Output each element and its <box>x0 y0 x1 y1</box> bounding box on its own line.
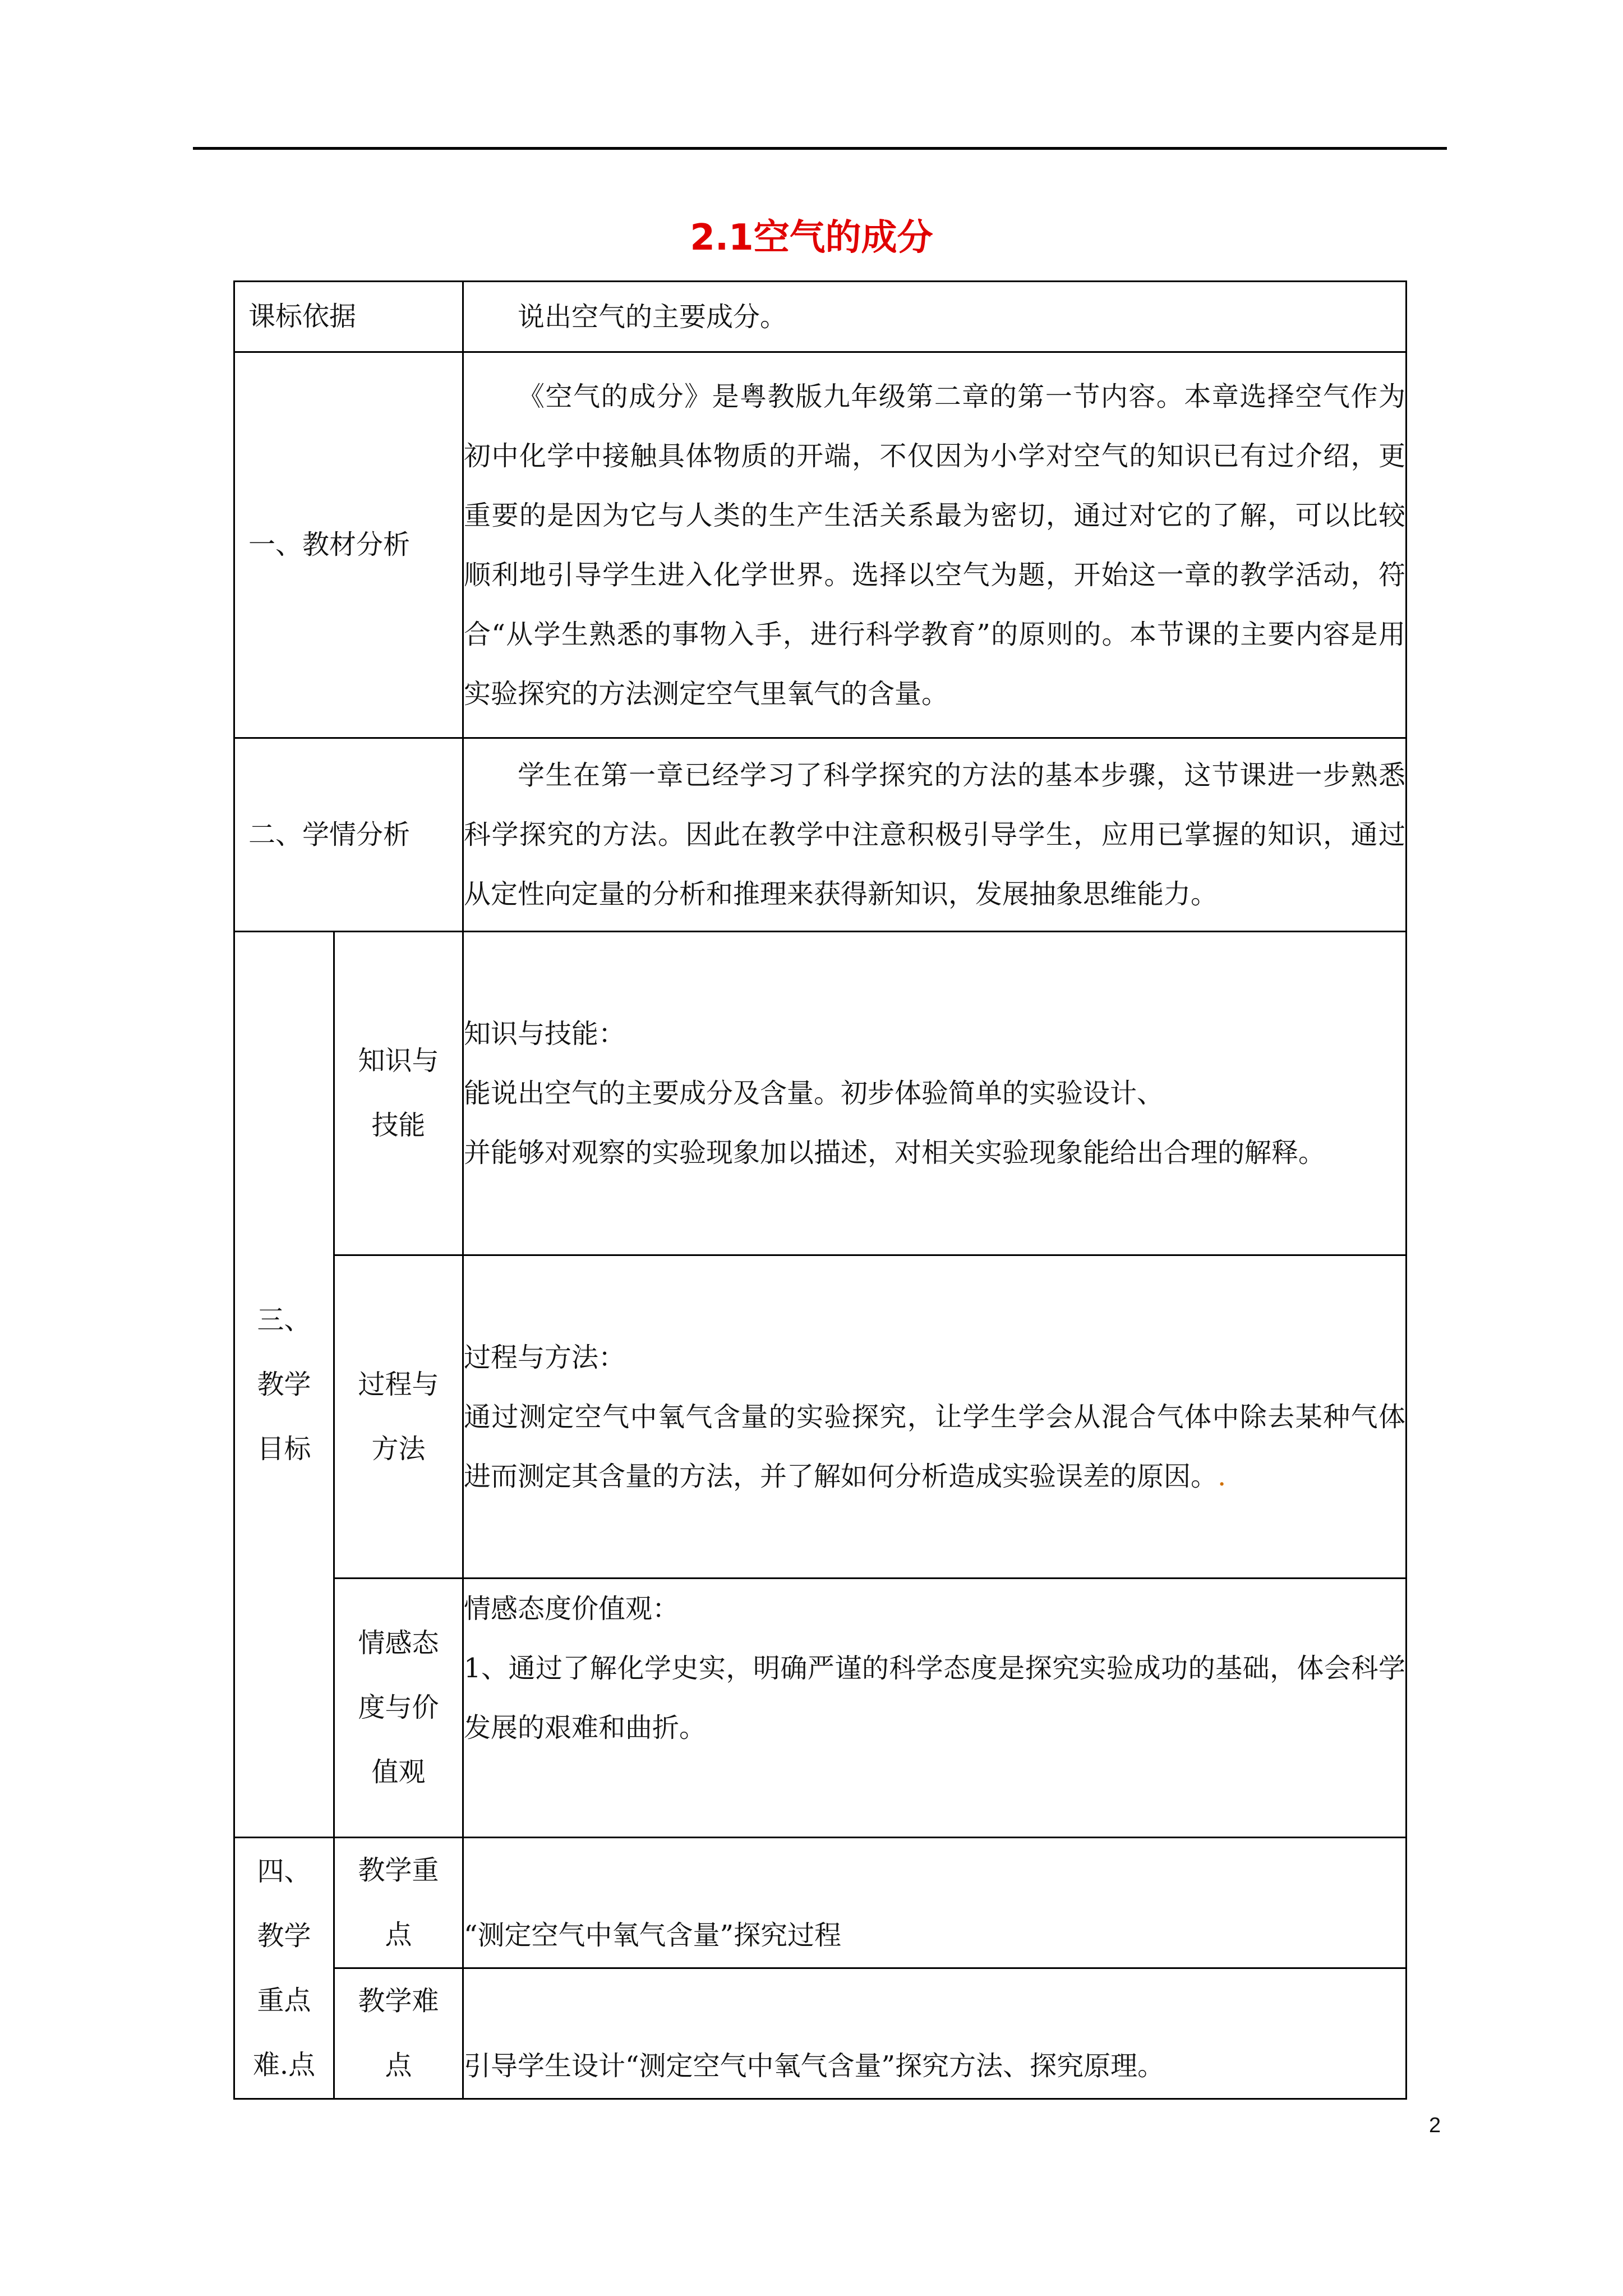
process-methods-heading: 过程与方法： <box>464 1341 626 1373</box>
row-curriculum-basis <box>234 282 1407 352</box>
material-analysis-text: 《空气的成分》是粤教版九年级第二章的第一节内容。本章选择空气作为初中化学中接触具体物质的开端，不仅因为小学对空气的知识已有过介绍，更重要的是因为它与人类的生产生活关系最为密切，通过对它的了解，可以比较顺利地引导学生进入化学世界。选择以空气为题，开始这一章的教学活动，符合“从学生熟悉的事物入手，进行科学教育”的原则的。本节课的主要内容是用实验探究的方法测定空气里氧气的含量。 <box>463 352 1407 738</box>
process-methods-label-line: 过程与 <box>358 1368 439 1400</box>
page-number: 2 <box>1429 2114 1441 2137</box>
row-goal-process <box>234 1255 1407 1579</box>
teaching-difficulty-text: 引导学生设计“测定空气中氧气含量”探究方法、探究原理。 <box>463 1968 1407 2099</box>
teaching-goals-label-line: 教学 <box>257 1368 311 1400</box>
teaching-key-point-label-line: 教学重 <box>358 1855 439 1886</box>
teaching-difficulty-label-line: 点 <box>385 2050 412 2081</box>
process-methods-paragraph <box>464 1387 1405 1506</box>
row-teaching-key-point <box>234 1838 1407 1968</box>
teaching-key-point-text: “测定空气中氧气含量”探究过程 <box>463 1838 1407 1968</box>
page-title: 2.1空气的成分 <box>690 217 933 259</box>
teaching-goals-label <box>234 932 334 1838</box>
knowledge-skills-heading: 知识与技能： <box>464 1018 626 1050</box>
attitude-values-label-line: 值观 <box>371 1756 426 1788</box>
row-goal-attitude <box>234 1579 1407 1838</box>
knowledge-skills-label-line: 技能 <box>371 1110 426 1141</box>
header-rule <box>193 147 1447 150</box>
row-material-analysis <box>234 352 1407 738</box>
process-methods-label-line: 方法 <box>371 1433 426 1465</box>
attitude-values-heading: 情感态度价值观： <box>464 1593 680 1625</box>
row-teaching-difficulty <box>234 1968 1407 2099</box>
attitude-values-text <box>463 1579 1407 1838</box>
knowledge-skills-text <box>463 932 1407 1255</box>
process-methods-label <box>334 1255 463 1579</box>
curriculum-basis-label: 课标依据 <box>234 282 463 352</box>
teaching-goals-label-line: 三、 <box>257 1304 311 1336</box>
key-difficult-label-line: 难.点 <box>252 2049 316 2081</box>
key-difficult-label-line: 教学 <box>257 1920 311 1952</box>
knowledge-skills-label <box>334 932 463 1255</box>
teaching-key-point-label-line: 点 <box>385 1919 412 1950</box>
attitude-values-line: 1、通过了解化学史实，明确严谨的科学态度是探究实验成功的基础，体会科学发展的艰难和曲折。 <box>464 1653 1406 1743</box>
key-difficult-label-line: 重点 <box>257 1984 311 2016</box>
lesson-plan-table <box>233 280 1407 2100</box>
key-difficult-label-line: 四、 <box>257 1855 311 1887</box>
teaching-goals-label-line: 目标 <box>257 1433 311 1465</box>
teaching-difficulty-label <box>334 1968 463 2099</box>
process-methods-line: 通过测定空气中氧气含量的实验探究，让学生学会从混合气体中除去某种气体进而测定其含量的方法，并了解如何分析造成实验误差的原因。 <box>464 1401 1406 1492</box>
student-analysis-text: 学生在第一章已经学习了科学探究的方法的基本步骤，这节课进一步熟悉科学探究的方法。因此在教学中注意积极引导学生，应用已掌握的知识，通过从定性向定量的分析和推理来获得新知识，发展抽象思维能力。 <box>463 738 1407 932</box>
teaching-key-point-label <box>334 1838 463 1968</box>
knowledge-skills-line: 能说出空气的主要成分及含量。初步体验简单的实验设计、 <box>464 1078 1164 1109</box>
attitude-values-label-line: 情感态 <box>358 1627 439 1659</box>
curriculum-basis-text: 说出空气的主要成分。 <box>463 282 1407 352</box>
orange-mark: . <box>1218 1460 1227 1492</box>
row-goal-knowledge <box>234 932 1407 1255</box>
row-student-analysis <box>234 738 1407 932</box>
student-analysis-label: 二、学情分析 <box>234 738 463 932</box>
knowledge-skills-line: 并能够对观察的实验现象加以描述，对相关实验现象能给出合理的解释。 <box>464 1137 1326 1168</box>
knowledge-skills-label-line: 知识与 <box>358 1045 439 1076</box>
process-methods-text <box>463 1255 1407 1579</box>
teaching-difficulty-label-line: 教学难 <box>358 1985 439 2017</box>
key-difficult-points-label <box>234 1838 334 2099</box>
material-analysis-label: 一、教材分析 <box>234 352 463 738</box>
attitude-values-label-line: 度与价 <box>358 1692 439 1723</box>
attitude-values-label <box>334 1579 463 1838</box>
